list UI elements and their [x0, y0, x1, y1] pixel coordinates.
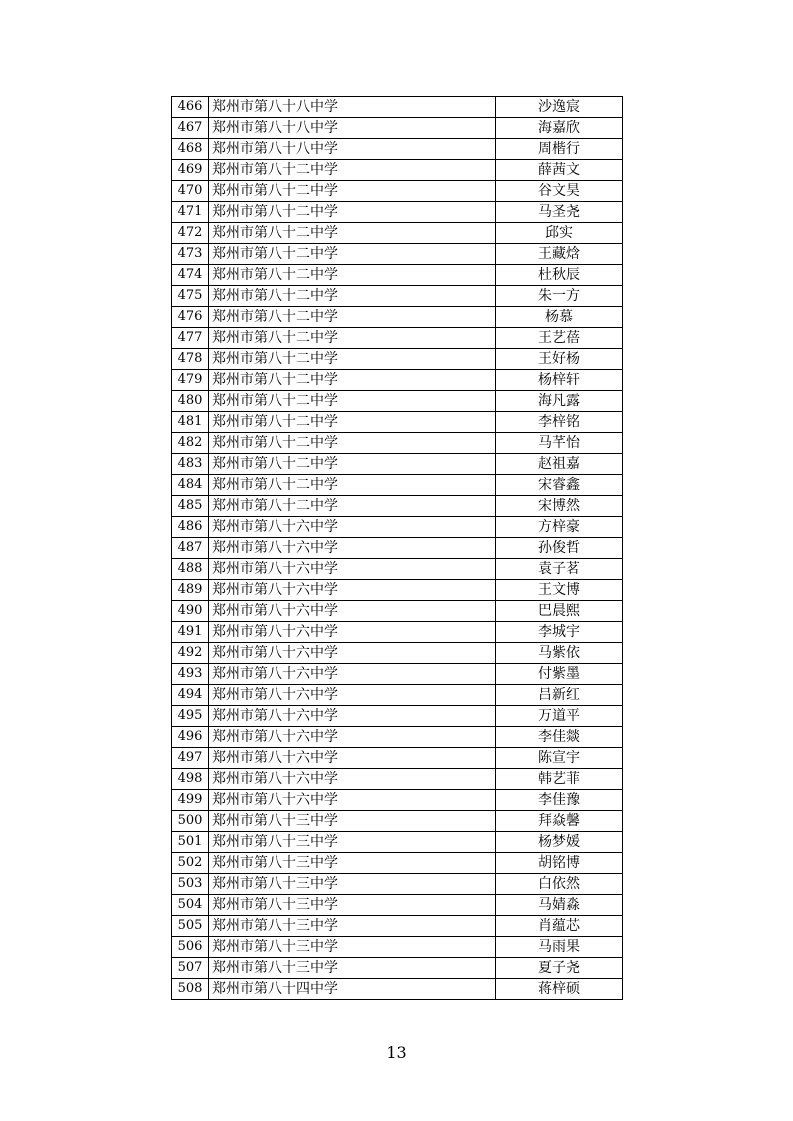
row-number: 496	[172, 727, 209, 748]
row-number: 503	[172, 874, 209, 895]
school-name: 郑州市第八十二中学	[209, 433, 496, 454]
row-number: 480	[172, 391, 209, 412]
table-row	[172, 727, 623, 748]
row-number: 506	[172, 937, 209, 958]
table-row	[172, 937, 623, 958]
row-number: 498	[172, 769, 209, 790]
row-number: 483	[172, 454, 209, 475]
student-name: 拜焱馨	[496, 811, 623, 832]
school-name: 郑州市第八十二中学	[209, 244, 496, 265]
school-name: 郑州市第八十六中学	[209, 580, 496, 601]
school-name: 郑州市第八十六中学	[209, 643, 496, 664]
student-name: 胡铭博	[496, 853, 623, 874]
table-row	[172, 202, 623, 223]
student-name: 谷文昊	[496, 181, 623, 202]
school-name: 郑州市第八十六中学	[209, 601, 496, 622]
table-row	[172, 979, 623, 1000]
table-row	[172, 622, 623, 643]
table-row	[172, 580, 623, 601]
student-name: 王艺蓓	[496, 328, 623, 349]
table-row	[172, 223, 623, 244]
student-name: 马婧淼	[496, 895, 623, 916]
school-name: 郑州市第八十二中学	[209, 412, 496, 433]
row-number: 471	[172, 202, 209, 223]
row-number: 500	[172, 811, 209, 832]
school-name: 郑州市第八十三中学	[209, 874, 496, 895]
school-name: 郑州市第八十三中学	[209, 811, 496, 832]
student-name: 万道平	[496, 706, 623, 727]
student-name: 沙逸宸	[496, 97, 623, 118]
table-row	[172, 832, 623, 853]
table-row	[172, 538, 623, 559]
school-name: 郑州市第八十二中学	[209, 496, 496, 517]
school-name: 郑州市第八十六中学	[209, 790, 496, 811]
row-number: 490	[172, 601, 209, 622]
student-name: 王藏焓	[496, 244, 623, 265]
student-name: 海凡露	[496, 391, 623, 412]
school-name: 郑州市第八十三中学	[209, 916, 496, 937]
roster-body	[172, 97, 623, 1000]
row-number: 466	[172, 97, 209, 118]
school-name: 郑州市第八十八中学	[209, 118, 496, 139]
school-name: 郑州市第八十二中学	[209, 370, 496, 391]
table-row	[172, 874, 623, 895]
student-name: 杨梦媛	[496, 832, 623, 853]
school-name: 郑州市第八十二中学	[209, 286, 496, 307]
table-row	[172, 685, 623, 706]
school-name: 郑州市第八十二中学	[209, 265, 496, 286]
student-name: 宋博然	[496, 496, 623, 517]
school-name: 郑州市第八十六中学	[209, 559, 496, 580]
student-name: 马圣尧	[496, 202, 623, 223]
table-row	[172, 895, 623, 916]
table-row	[172, 664, 623, 685]
table-row	[172, 643, 623, 664]
table-row	[172, 349, 623, 370]
row-number: 478	[172, 349, 209, 370]
row-number: 474	[172, 265, 209, 286]
student-name: 周楷行	[496, 139, 623, 160]
school-name: 郑州市第八十三中学	[209, 937, 496, 958]
school-name: 郑州市第八十八中学	[209, 139, 496, 160]
row-number: 479	[172, 370, 209, 391]
student-name: 白依然	[496, 874, 623, 895]
table-row	[172, 244, 623, 265]
row-number: 469	[172, 160, 209, 181]
school-name: 郑州市第八十三中学	[209, 895, 496, 916]
student-name: 付紫墨	[496, 664, 623, 685]
student-name: 马雨果	[496, 937, 623, 958]
student-name: 李佳燚	[496, 727, 623, 748]
student-name: 海嘉欣	[496, 118, 623, 139]
student-name: 孙俊哲	[496, 538, 623, 559]
table-row	[172, 517, 623, 538]
student-name: 杨梓轩	[496, 370, 623, 391]
student-name: 朱一方	[496, 286, 623, 307]
table-row	[172, 307, 623, 328]
row-number: 476	[172, 307, 209, 328]
student-name: 韩艺菲	[496, 769, 623, 790]
school-name: 郑州市第八十六中学	[209, 727, 496, 748]
row-number: 499	[172, 790, 209, 811]
student-name: 夏子尧	[496, 958, 623, 979]
table-row	[172, 706, 623, 727]
school-name: 郑州市第八十六中学	[209, 538, 496, 559]
table-row	[172, 811, 623, 832]
row-number: 497	[172, 748, 209, 769]
student-name: 巴晨熙	[496, 601, 623, 622]
table-row	[172, 748, 623, 769]
row-number: 472	[172, 223, 209, 244]
table-row	[172, 454, 623, 475]
row-number: 467	[172, 118, 209, 139]
school-name: 郑州市第八十二中学	[209, 181, 496, 202]
student-name: 赵祖嘉	[496, 454, 623, 475]
table-row	[172, 433, 623, 454]
table-row	[172, 475, 623, 496]
school-name: 郑州市第八十二中学	[209, 454, 496, 475]
table-row	[172, 958, 623, 979]
student-name: 吕新红	[496, 685, 623, 706]
table-row	[172, 790, 623, 811]
row-number: 481	[172, 412, 209, 433]
row-number: 495	[172, 706, 209, 727]
school-name: 郑州市第八十二中学	[209, 160, 496, 181]
school-name: 郑州市第八十二中学	[209, 202, 496, 223]
roster-table	[171, 96, 623, 1000]
row-number: 492	[172, 643, 209, 664]
table-row	[172, 853, 623, 874]
row-number: 488	[172, 559, 209, 580]
page-number: 13	[386, 1043, 407, 1062]
student-name: 杜秋辰	[496, 265, 623, 286]
table-row	[172, 412, 623, 433]
row-number: 508	[172, 979, 209, 1000]
school-name: 郑州市第八十二中学	[209, 223, 496, 244]
school-name: 郑州市第八十三中学	[209, 853, 496, 874]
row-number: 504	[172, 895, 209, 916]
row-number: 473	[172, 244, 209, 265]
school-name: 郑州市第八十三中学	[209, 832, 496, 853]
school-name: 郑州市第八十二中学	[209, 328, 496, 349]
row-number: 489	[172, 580, 209, 601]
student-name: 杨慕	[496, 307, 623, 328]
table-row	[172, 181, 623, 202]
row-number: 468	[172, 139, 209, 160]
student-name: 王文博	[496, 580, 623, 601]
student-name: 宋睿鑫	[496, 475, 623, 496]
student-name: 李佳豫	[496, 790, 623, 811]
table-row	[172, 496, 623, 517]
school-name: 郑州市第八十六中学	[209, 664, 496, 685]
table-row	[172, 328, 623, 349]
row-number: 494	[172, 685, 209, 706]
row-number: 477	[172, 328, 209, 349]
student-name: 蒋梓硕	[496, 979, 623, 1000]
table-row	[172, 370, 623, 391]
student-name: 王好杨	[496, 349, 623, 370]
table-row	[172, 601, 623, 622]
row-number: 482	[172, 433, 209, 454]
student-name: 肖蕴芯	[496, 916, 623, 937]
row-number: 470	[172, 181, 209, 202]
row-number: 487	[172, 538, 209, 559]
student-name: 马紫依	[496, 643, 623, 664]
table-row	[172, 97, 623, 118]
school-name: 郑州市第八十六中学	[209, 706, 496, 727]
row-number: 491	[172, 622, 209, 643]
student-name: 方梓豪	[496, 517, 623, 538]
school-name: 郑州市第八十六中学	[209, 517, 496, 538]
row-number: 485	[172, 496, 209, 517]
table-row	[172, 286, 623, 307]
student-name: 邱实	[496, 223, 623, 244]
student-name: 陈宣宇	[496, 748, 623, 769]
school-name: 郑州市第八十二中学	[209, 475, 496, 496]
school-name: 郑州市第八十六中学	[209, 622, 496, 643]
table-row	[172, 769, 623, 790]
school-name: 郑州市第八十二中学	[209, 391, 496, 412]
table-row	[172, 559, 623, 580]
table-row	[172, 139, 623, 160]
table-row	[172, 160, 623, 181]
school-name: 郑州市第八十二中学	[209, 307, 496, 328]
school-name: 郑州市第八十六中学	[209, 685, 496, 706]
school-name: 郑州市第八十三中学	[209, 958, 496, 979]
row-number: 502	[172, 853, 209, 874]
row-number: 484	[172, 475, 209, 496]
table-row	[172, 118, 623, 139]
school-name: 郑州市第八十二中学	[209, 349, 496, 370]
row-number: 507	[172, 958, 209, 979]
row-number: 486	[172, 517, 209, 538]
table-row	[172, 265, 623, 286]
student-name: 李城宇	[496, 622, 623, 643]
school-name: 郑州市第八十六中学	[209, 748, 496, 769]
student-name: 袁子茗	[496, 559, 623, 580]
school-name: 郑州市第八十四中学	[209, 979, 496, 1000]
school-name: 郑州市第八十六中学	[209, 769, 496, 790]
row-number: 501	[172, 832, 209, 853]
student-name: 马芊怡	[496, 433, 623, 454]
student-name: 薛茜文	[496, 160, 623, 181]
row-number: 493	[172, 664, 209, 685]
school-name: 郑州市第八十八中学	[209, 97, 496, 118]
row-number: 475	[172, 286, 209, 307]
table-row	[172, 391, 623, 412]
student-name: 李梓铭	[496, 412, 623, 433]
row-number: 505	[172, 916, 209, 937]
table-row	[172, 916, 623, 937]
